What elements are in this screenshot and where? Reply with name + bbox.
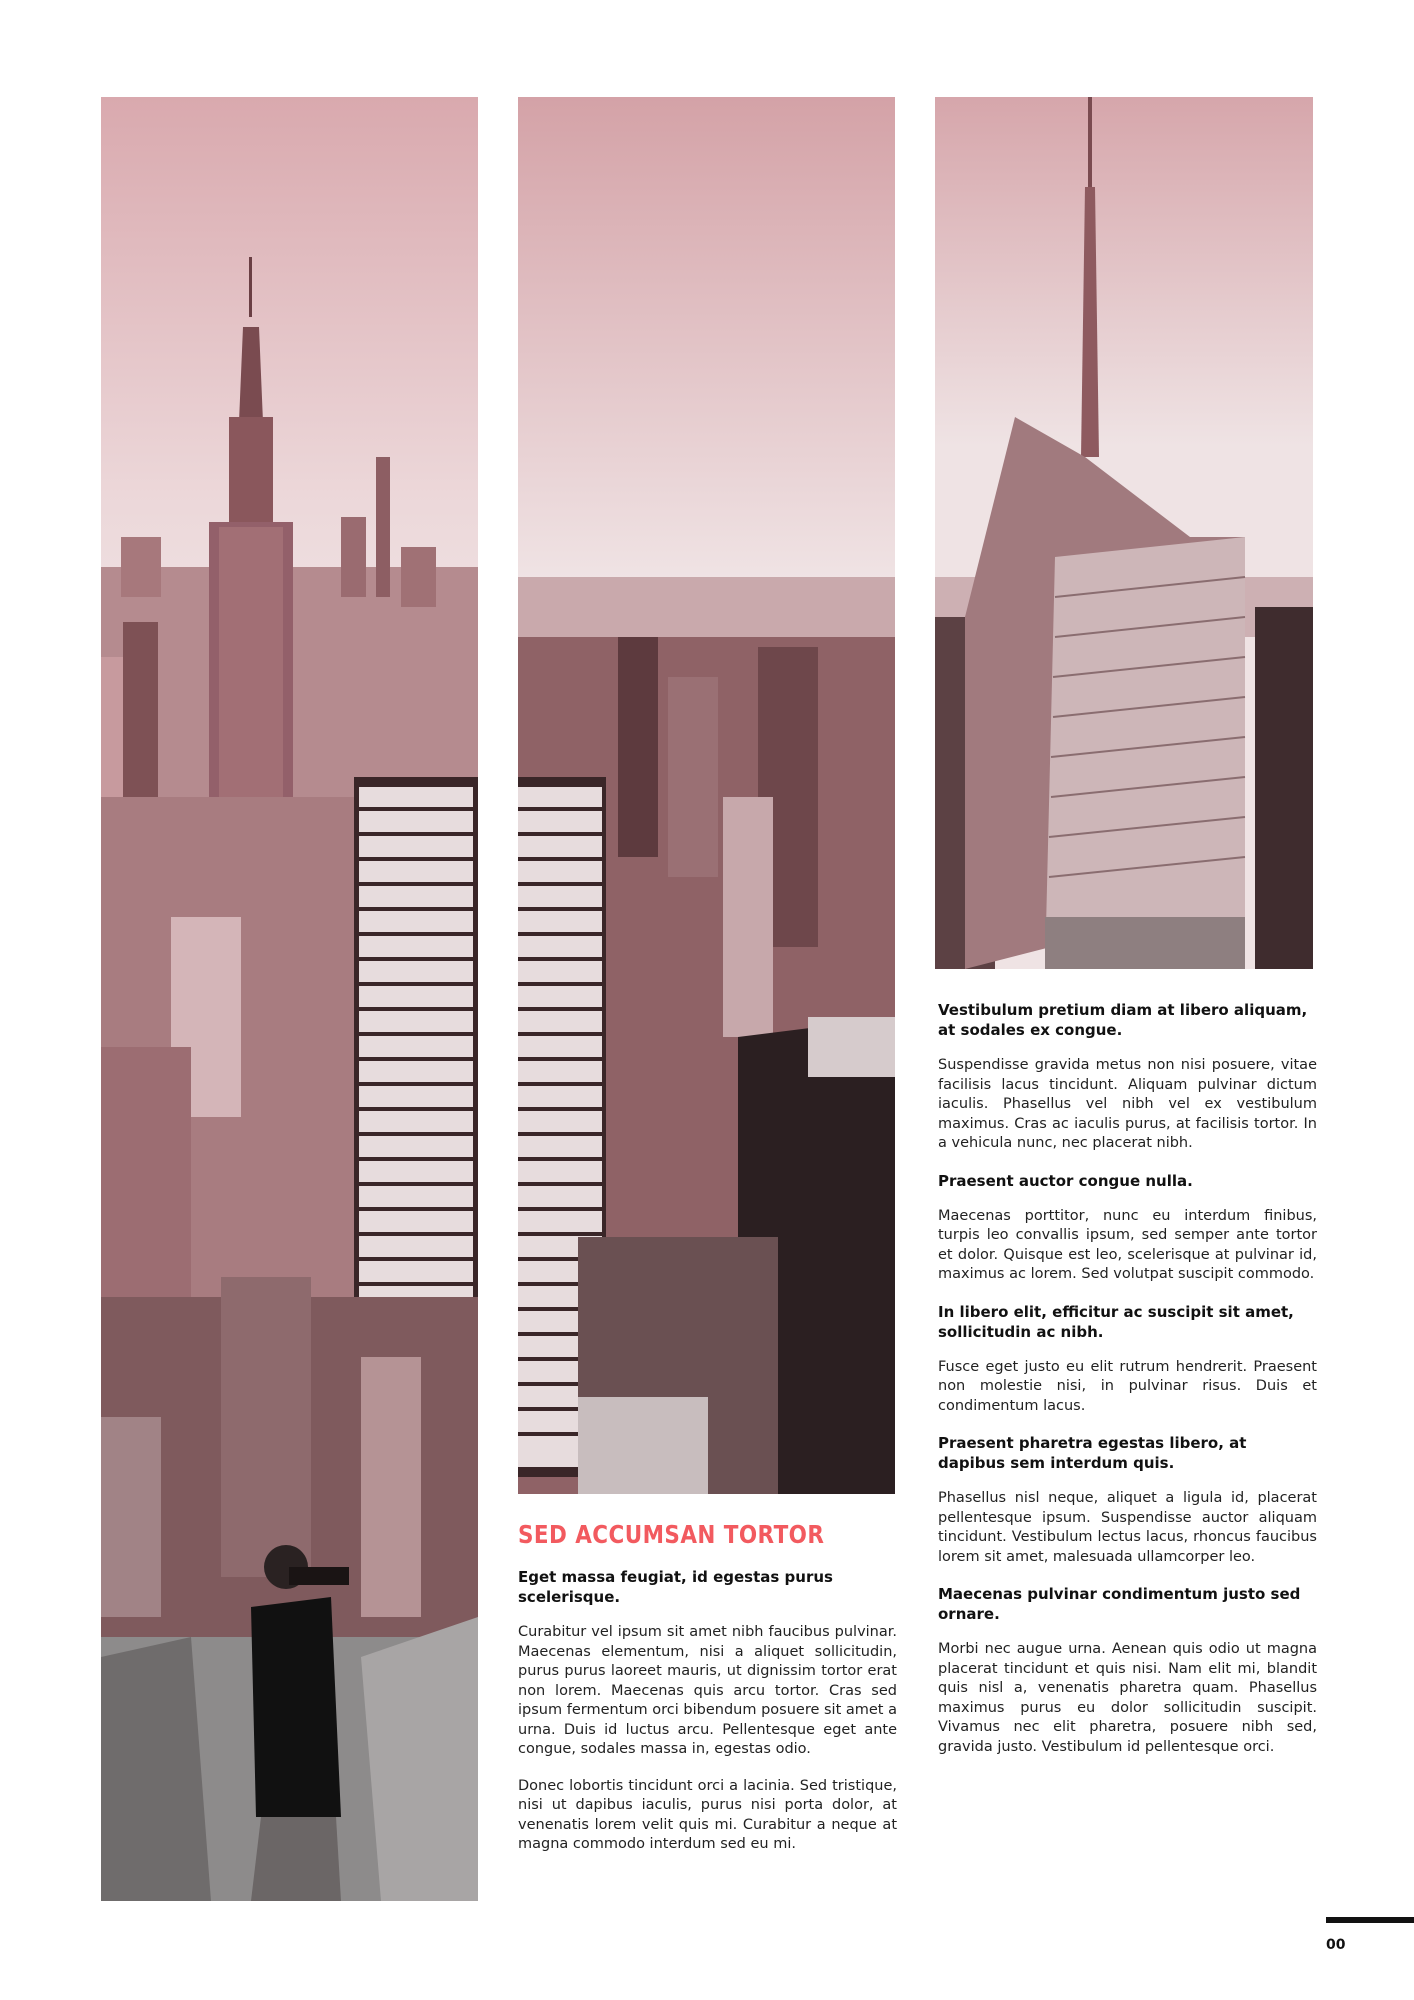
section-body: Fusce eget justo eu elit rutrum hendrerit. Praesent non molestie nisi, in pulvinar risus. Duis et condimentum lacus. (938, 1358, 1317, 1414)
photo-empire-state (101, 97, 478, 1901)
page-number-bar (1326, 1917, 1414, 1923)
article-column-right (938, 1000, 1317, 1774)
photo-harbor-skyline (518, 97, 895, 1494)
skyline-image-3 (935, 97, 1313, 969)
page-number: 00 (1326, 1937, 1346, 1953)
article-column-middle (518, 1520, 897, 1872)
skyline-image-1 (101, 97, 478, 1901)
article-paragraph: Donec lobortis tincidunt orci a lacinia. Sed tristique, nisi ut dapibus iaculis, purus nisi porta dolor, at venenatis lorem velit quis mi. Curabitur a neque at magna commodo interdum sed eu mi. (518, 1777, 897, 1852)
article-paragraph: Curabitur vel ipsum sit amet nibh faucibus pulvinar. Maecenas elementum, nisi a aliquet sollicitudin, purus purus laoreet mauris, ut dignissim tortor erat non lorem. Maecenas quis arcu tortor. Cras sed ipsum fermentum orci bibendum posuere sit amet a urna. Duis id luctus arcu. Pellentesque eget ante congue, sodales massa in, egestas odio. (518, 1624, 897, 1757)
article-headline: SED ACCUMSAN TORTOR (518, 1520, 825, 1549)
section-body: Morbi nec augue urna. Aenean quis odio ut magna placerat tincidunt et quis nisi. Nam elit mi, blandit quis nisl a, venenatis pharetra quam. Phasellus maximus purus eu dolor sollicitudin suscipit. Vivamus nec elit pharetra, posuere nibh sed, gravida justo. Vestibulum id pellentesque orci. (938, 1641, 1317, 1755)
section-subhead: Vestibulum pretium diam at libero aliquam, at sodales ex congue. (938, 1001, 1308, 1039)
skyline-image-2 (518, 97, 895, 1494)
section-subhead: Praesent pharetra egestas libero, at dapibus sem interdum quis. (938, 1434, 1247, 1472)
section-subhead: Praesent auctor congue nulla. (938, 1171, 1193, 1190)
photo-angular-tower (935, 97, 1313, 969)
section-subhead: Maecenas pulvinar condimentum justo sed ornare. (938, 1585, 1301, 1623)
section-body: Phasellus nisl neque, aliquet a ligula id, placerat pellentesque ipsum. Suspendisse auctor aliquam tincidunt. Vestibulum lectus lacus, rhoncus faucibus lorem sit amet, malesuada ullamcorper leo. (938, 1490, 1317, 1565)
section-body: Suspendisse gravida metus non nisi posuere, vitae facilisis lacus tincidunt. Aliquam pulvinar dictum iaculis. Phasellus vel nibh vel ex vestibulum maximus. Cras ac iaculis purus, at facilisis tortor. In a vehicula nunc, nec placerat nibh. (938, 1057, 1317, 1151)
article-subhead: Eget massa feugiat, id egestas purus scelerisque. (518, 1568, 833, 1606)
section-subhead: In libero elit, efficitur ac suscipit sit amet, sollicitudin ac nibh. (938, 1302, 1294, 1341)
section-body: Maecenas porttitor, nunc eu interdum finibus, turpis leo convallis ipsum, sed semper ante tortor et dolor. Quisque est leo, scelerisque at pulvinar id, maximus ac lorem. Sed volutpat suscipit commodo. (938, 1207, 1317, 1282)
